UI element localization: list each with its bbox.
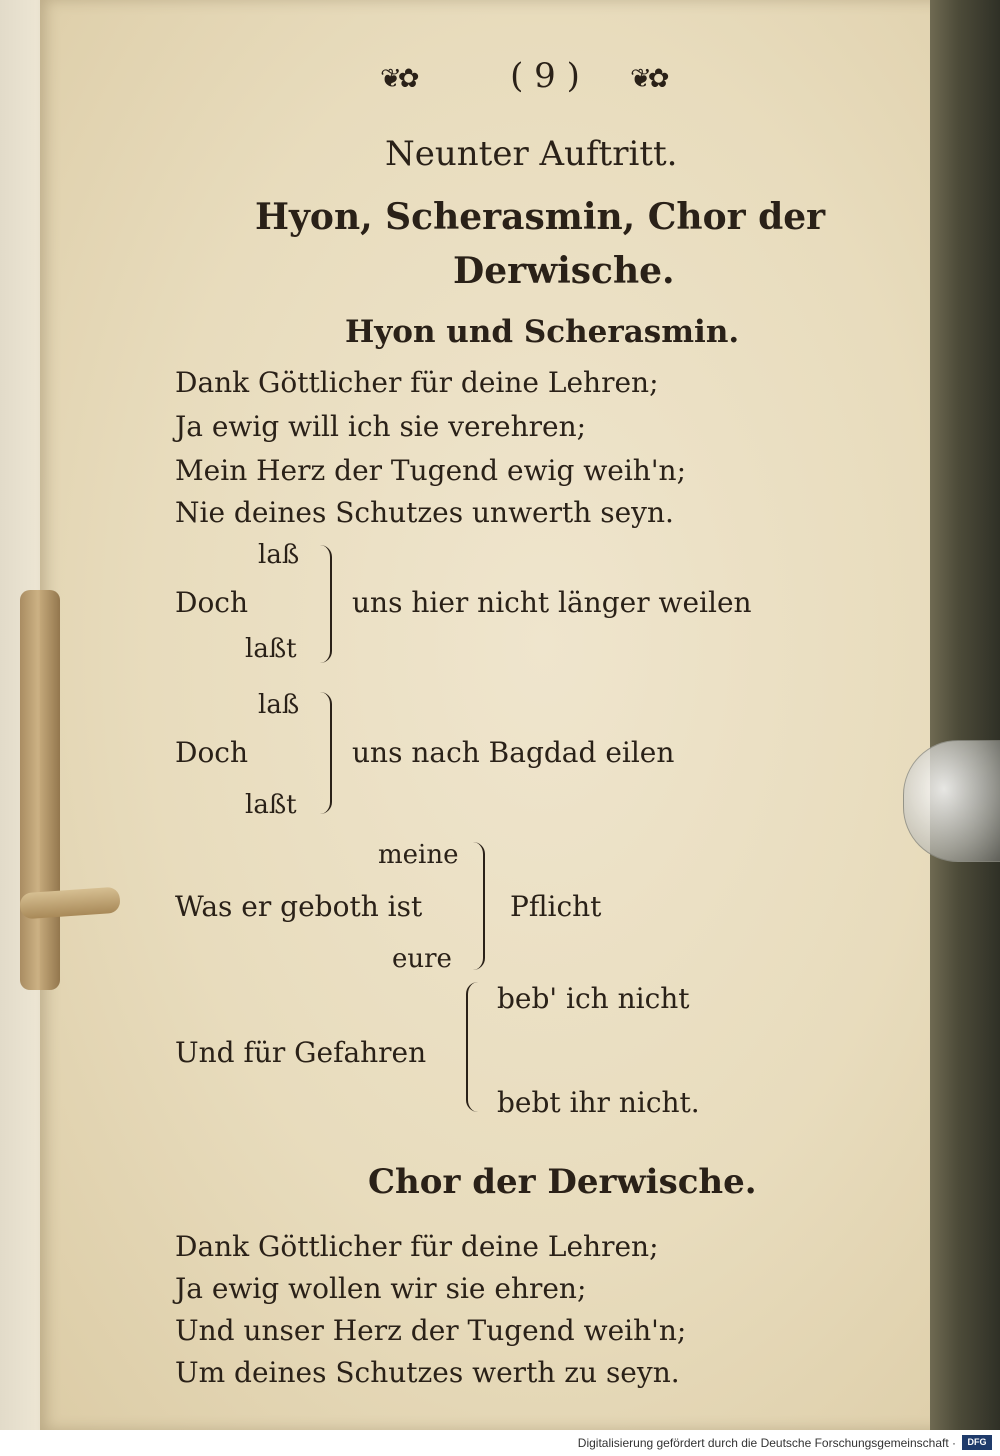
curly-brace: [465, 842, 485, 970]
scanner-background: [930, 0, 1000, 1430]
brace-lead-phrase: Was er geboth ist: [175, 890, 423, 923]
brace-option-top: meine: [378, 840, 459, 870]
brace-option-bottom: laßt: [245, 634, 297, 664]
curly-brace: [312, 692, 332, 814]
funding-credit: Digitalisierung gefördert durch die Deutsche Forschungsgemeinschaft ·: [577, 1436, 956, 1450]
verse-line: Dank Göttlicher für deine Lehren;: [175, 1230, 659, 1263]
curly-brace: [312, 545, 332, 663]
dfg-logo: DFG: [962, 1435, 992, 1450]
verse-line: Um deines Schutzes werth zu seyn.: [175, 1356, 680, 1389]
curly-brace: [466, 982, 486, 1112]
brace-lead-word: Doch: [175, 586, 249, 619]
brace-continuation: uns nach Bagdad eilen: [352, 736, 675, 769]
left-ornament-icon: ❦✿: [380, 64, 416, 94]
page-clip: [903, 740, 1000, 862]
scene-title: Neunter Auftritt.: [385, 134, 678, 174]
verse-line: Nie deines Schutzes unwerth seyn.: [175, 496, 674, 529]
brace-option-bottom: eure: [392, 944, 452, 974]
persons-line-1: Hyon, Scherasmin, Chor der: [255, 196, 826, 238]
brace-continuation: uns hier nicht länger weilen: [352, 586, 752, 619]
persons-line-2: Derwische.: [453, 250, 675, 292]
page-number: ( 9 ): [510, 56, 580, 96]
brace-continuation: Pflicht: [510, 890, 602, 923]
verse-line: Dank Göttlicher für deine Lehren;: [175, 366, 659, 399]
digitization-footer: [0, 1430, 1000, 1456]
speaker-heading-1: Hyon und Scherasmin.: [345, 314, 740, 350]
brace-option-top: laß: [258, 690, 300, 720]
brace-option-top: laß: [258, 540, 300, 570]
speaker-heading-2: Chor der Derwische.: [368, 1162, 757, 1202]
page-header: [380, 56, 720, 106]
verse-line: Ja ewig wollen wir sie ehren;: [175, 1272, 587, 1305]
verse-line: Mein Herz der Tugend ewig weih'n;: [175, 454, 686, 487]
brace-option-top: beb' ich nicht: [497, 982, 690, 1015]
right-ornament-icon: ❦✿: [630, 64, 666, 94]
brace-lead-phrase: Und für Gefahren: [175, 1036, 427, 1069]
verse-line: Ja ewig will ich sie verehren;: [175, 410, 587, 443]
brace-option-bottom: bebt ihr nicht.: [497, 1086, 700, 1119]
brace-option-bottom: laßt: [245, 790, 297, 820]
verse-line: Und unser Herz der Tugend weih'n;: [175, 1314, 687, 1347]
binding-thread: [20, 590, 60, 990]
brace-lead-word: Doch: [175, 736, 249, 769]
